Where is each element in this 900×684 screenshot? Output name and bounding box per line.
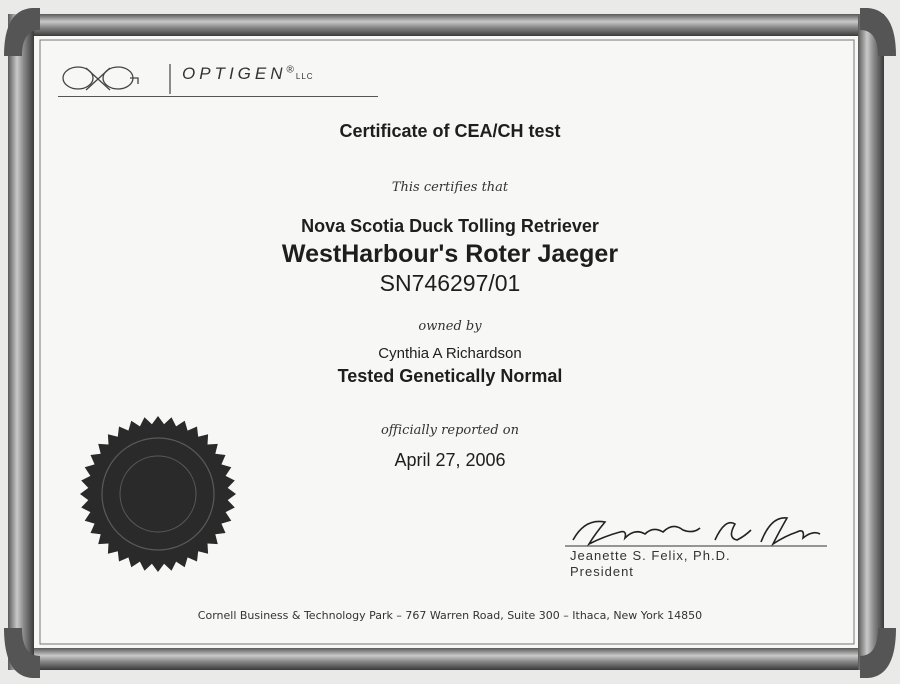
signer-title: President [570,564,634,579]
registered-mark: ® [286,64,294,76]
owner-name: Cynthia A Richardson [378,345,522,362]
logo-underline [58,96,378,97]
registration-number: SN746297/01 [379,270,521,296]
test-result: Tested Genetically Normal [337,366,563,386]
signer-name: Jeanette S. Felix, Ph.D. [570,548,731,563]
certificate-title: Certificate of CEA/CH test [339,121,561,141]
certifies-line: This certifies that [391,180,509,195]
owned-by-label: owned by [418,319,482,334]
reported-label: officially reported on [380,423,520,438]
dog-name: WestHarbour's Roter Jaeger [281,240,619,268]
logo-suffix: LLC [295,72,314,81]
breed-name: Nova Scotia Duck Tolling Retriever [301,216,599,236]
optigen-wordmark [182,64,314,84]
report-date: April 27, 2006 [394,450,506,470]
footer-address: Cornell Business & Technology Park – 767 Warren Road, Suite 300 – Ithaca, New York 14850 [197,609,703,622]
logo-word: OPTIGEN [182,64,287,83]
official-seal-icon [78,414,238,574]
